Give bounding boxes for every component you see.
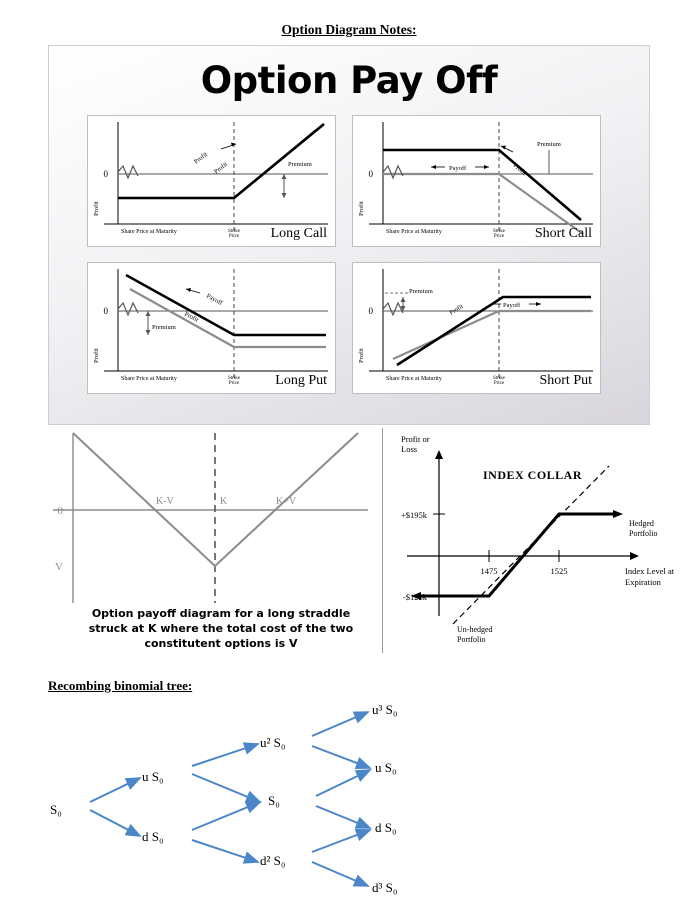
svg-text:Share Price at Maturity: Share Price at Maturity: [386, 376, 442, 382]
svg-text:K: K: [220, 496, 228, 507]
svg-text:K-V: K-V: [156, 496, 174, 507]
chart-short-call-label: Short Call: [534, 226, 592, 241]
chart-long-straddle: [48, 428, 378, 653]
svg-text:Price: Price: [493, 381, 505, 386]
chart-short-put-label: Short Put: [539, 373, 592, 388]
svg-text:0: 0: [368, 306, 373, 316]
svg-text:Profit: Profit: [93, 201, 100, 216]
svg-text:Share Price at Maturity: Share Price at Maturity: [121, 229, 177, 235]
chart-long-call-label: Long Call: [270, 226, 327, 241]
option-payoff-panel: [48, 45, 650, 425]
svg-text:Strike: Strike: [493, 376, 505, 381]
svg-text:Premium: Premium: [537, 141, 561, 148]
svg-text:Price: Price: [493, 234, 505, 239]
svg-text:0: 0: [103, 169, 108, 179]
svg-text:Payoff: Payoff: [449, 165, 467, 172]
tree-node: u² S₀: [260, 735, 286, 750]
svg-text:Index Level at: Index Level at: [625, 566, 675, 576]
svg-text:Strike: Strike: [228, 376, 240, 381]
collar-title: INDEX COLLAR: [483, 468, 583, 482]
svg-text:Payoff: Payoff: [205, 292, 224, 307]
tree-node: u S₀: [375, 760, 397, 775]
chart-long-call: [87, 115, 336, 247]
svg-text:Share Price at Maturity: Share Price at Maturity: [121, 376, 177, 382]
chart-long-put-label: Long Put: [275, 373, 327, 388]
svg-text:0: 0: [368, 169, 373, 179]
page-title: Option Diagram Notes:: [281, 22, 417, 37]
svg-text:Un-hedged: Un-hedged: [457, 625, 493, 634]
svg-text:+$195k: +$195k: [400, 510, 427, 520]
svg-text:1475: 1475: [480, 566, 498, 576]
svg-text:Price: Price: [228, 381, 240, 386]
svg-text:Expiration: Expiration: [625, 577, 661, 587]
svg-text:Share Price at Maturity: Share Price at Maturity: [386, 229, 442, 235]
diagram-binomial-tree: [20, 690, 680, 905]
svg-text:Premium: Premium: [152, 324, 176, 331]
svg-text:K+V: K+V: [276, 496, 297, 507]
svg-text:Premium: Premium: [288, 161, 312, 168]
svg-text:Portfolio: Portfolio: [629, 529, 658, 538]
tree-node: d S₀: [142, 829, 164, 844]
chart-index-collar: [382, 428, 683, 653]
binomial-title: Recombing binomial tree:: [48, 678, 193, 693]
svg-text:Premium: Premium: [409, 288, 433, 295]
svg-text:Profit: Profit: [212, 160, 229, 176]
svg-text:Strike: Strike: [493, 229, 505, 234]
svg-text:Loss: Loss: [401, 444, 418, 454]
chart-short-put: [352, 262, 601, 394]
svg-text:Profit: Profit: [358, 201, 365, 216]
straddle-caption: Option payoff diagram for a long straddle struck at K where the total cost of the two constitutent options is V: [88, 607, 354, 650]
tree-node: u S₀: [142, 769, 164, 784]
svg-text:Strike: Strike: [228, 229, 240, 234]
tree-node: u³ S₀: [372, 702, 398, 717]
svg-text:Portfolio: Portfolio: [457, 635, 486, 644]
svg-text:Profit or: Profit or: [401, 434, 430, 444]
chart-short-call: [352, 115, 601, 247]
svg-text:0: 0: [57, 505, 63, 517]
svg-text:V: V: [55, 561, 63, 573]
tree-node: d S₀: [375, 820, 397, 835]
svg-text:Profit: Profit: [192, 150, 209, 166]
tree-node: d³ S₀: [372, 880, 398, 895]
svg-text:Profit: Profit: [448, 302, 465, 317]
svg-text:-$125k: -$125k: [402, 592, 427, 602]
tree-node: S₀: [268, 793, 280, 808]
svg-text:Profit: Profit: [358, 348, 365, 363]
tree-node: S₀: [50, 802, 62, 817]
svg-text:0: 0: [103, 306, 108, 316]
svg-text:Hedged: Hedged: [629, 519, 654, 528]
svg-text:Price: Price: [228, 234, 240, 239]
chart-long-put: [87, 262, 336, 394]
tree-node: d² S₀: [260, 853, 286, 868]
svg-text:Profit: Profit: [511, 162, 528, 178]
svg-text:Profit: Profit: [93, 348, 100, 363]
svg-text:Payoff: Payoff: [503, 302, 521, 309]
svg-text:Profit: Profit: [183, 310, 200, 324]
payoff-heading: Option Pay Off: [200, 59, 498, 102]
svg-text:1525: 1525: [550, 566, 568, 576]
